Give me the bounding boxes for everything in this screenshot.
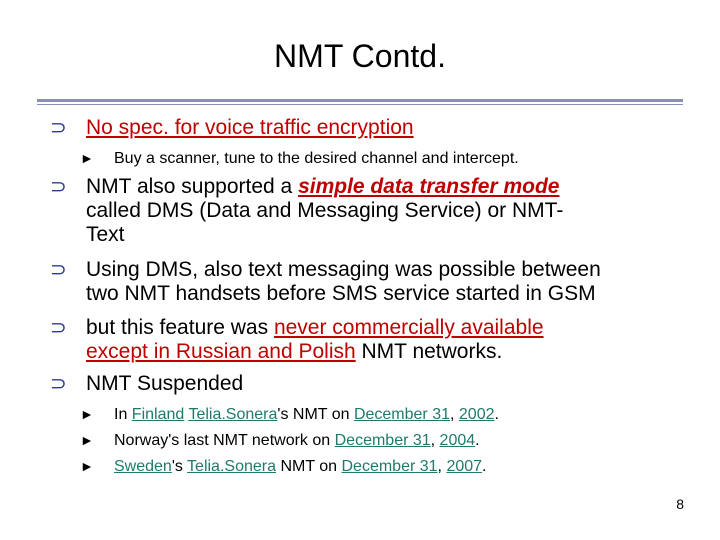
text-run: NMT networks. [355,340,503,363]
link-sweden[interactable]: Sweden [114,458,172,475]
text-run: Using DMS, also text messaging was possible between [86,258,601,281]
page-number: 8 [676,496,684,512]
link-december-31[interactable]: December 31 [353,406,450,423]
bullet-glyph-icon: ⊃ [50,117,67,139]
link-teliasonera[interactable]: Telia.Sonera [187,458,276,475]
arrow-bullet-icon: ► [80,406,94,422]
text-run: In [114,406,132,423]
bullet-glyph-icon: ⊃ [50,373,67,395]
text-run: Norway's last NMT network on [114,432,335,449]
sub-bullet-sweden [80,454,700,479]
bullet-text [86,258,686,306]
bullet-text [86,316,686,364]
bullet-text: NMT Suspended [86,372,244,395]
slide-title: NMT Contd. [274,38,446,74]
text-run: 's NMT on [277,406,354,423]
arrow-bullet-icon: ► [80,150,94,166]
highlight-simple-data-transfer: simple data transfer mode [298,175,560,198]
link-year-2007[interactable]: 2007 [446,458,483,475]
text-run: NMT also supported a [86,175,299,198]
text-run: , [430,432,440,449]
text-run: . [494,406,499,423]
sub-bullet-scanner [80,146,700,171]
text-run: two NMT handsets before SMS service started in GSM [86,282,596,305]
highlight-never-commercial: never commercially available [273,316,544,339]
bullet-text: No spec. for voice traffic encryption [86,116,414,139]
bullet-glyph-icon: ⊃ [50,317,67,339]
bullet-glyph-icon: ⊃ [50,176,67,198]
link-finland[interactable]: Finland [131,406,185,423]
highlight-russian-polish: except in Russian and Polish [86,340,356,363]
sub-bullet-finland [80,402,700,427]
title-divider-thick [37,99,683,102]
text-run: , [450,406,459,423]
arrow-bullet-icon: ► [80,432,94,448]
text-run: called DMS (Data and Messaging Service) or NMT- [86,199,564,222]
sub-bullet-text: Buy a scanner, tune to the desired channel and intercept. [114,150,519,167]
bullet-glyph-icon: ⊃ [50,259,67,281]
link-teliasonera[interactable]: Telia.Sonera [188,406,278,423]
arrow-bullet-icon: ► [80,458,94,474]
title-divider-thin [37,104,683,105]
text-run: , [437,458,447,475]
link-year-2002[interactable]: 2002 [458,406,495,423]
bullet-text [86,175,686,247]
text-run: . [475,432,480,449]
text-run: but this feature was [86,316,274,339]
text-run: Text [86,223,125,246]
text-run: 's [171,458,188,475]
text-run: NMT on [276,458,342,475]
link-december-31[interactable]: December 31 [341,458,438,475]
link-year-2004[interactable]: 2004 [439,432,476,449]
text-run: . [482,458,487,475]
sub-bullet-norway [80,428,700,453]
link-december-31[interactable]: December 31 [334,432,431,449]
